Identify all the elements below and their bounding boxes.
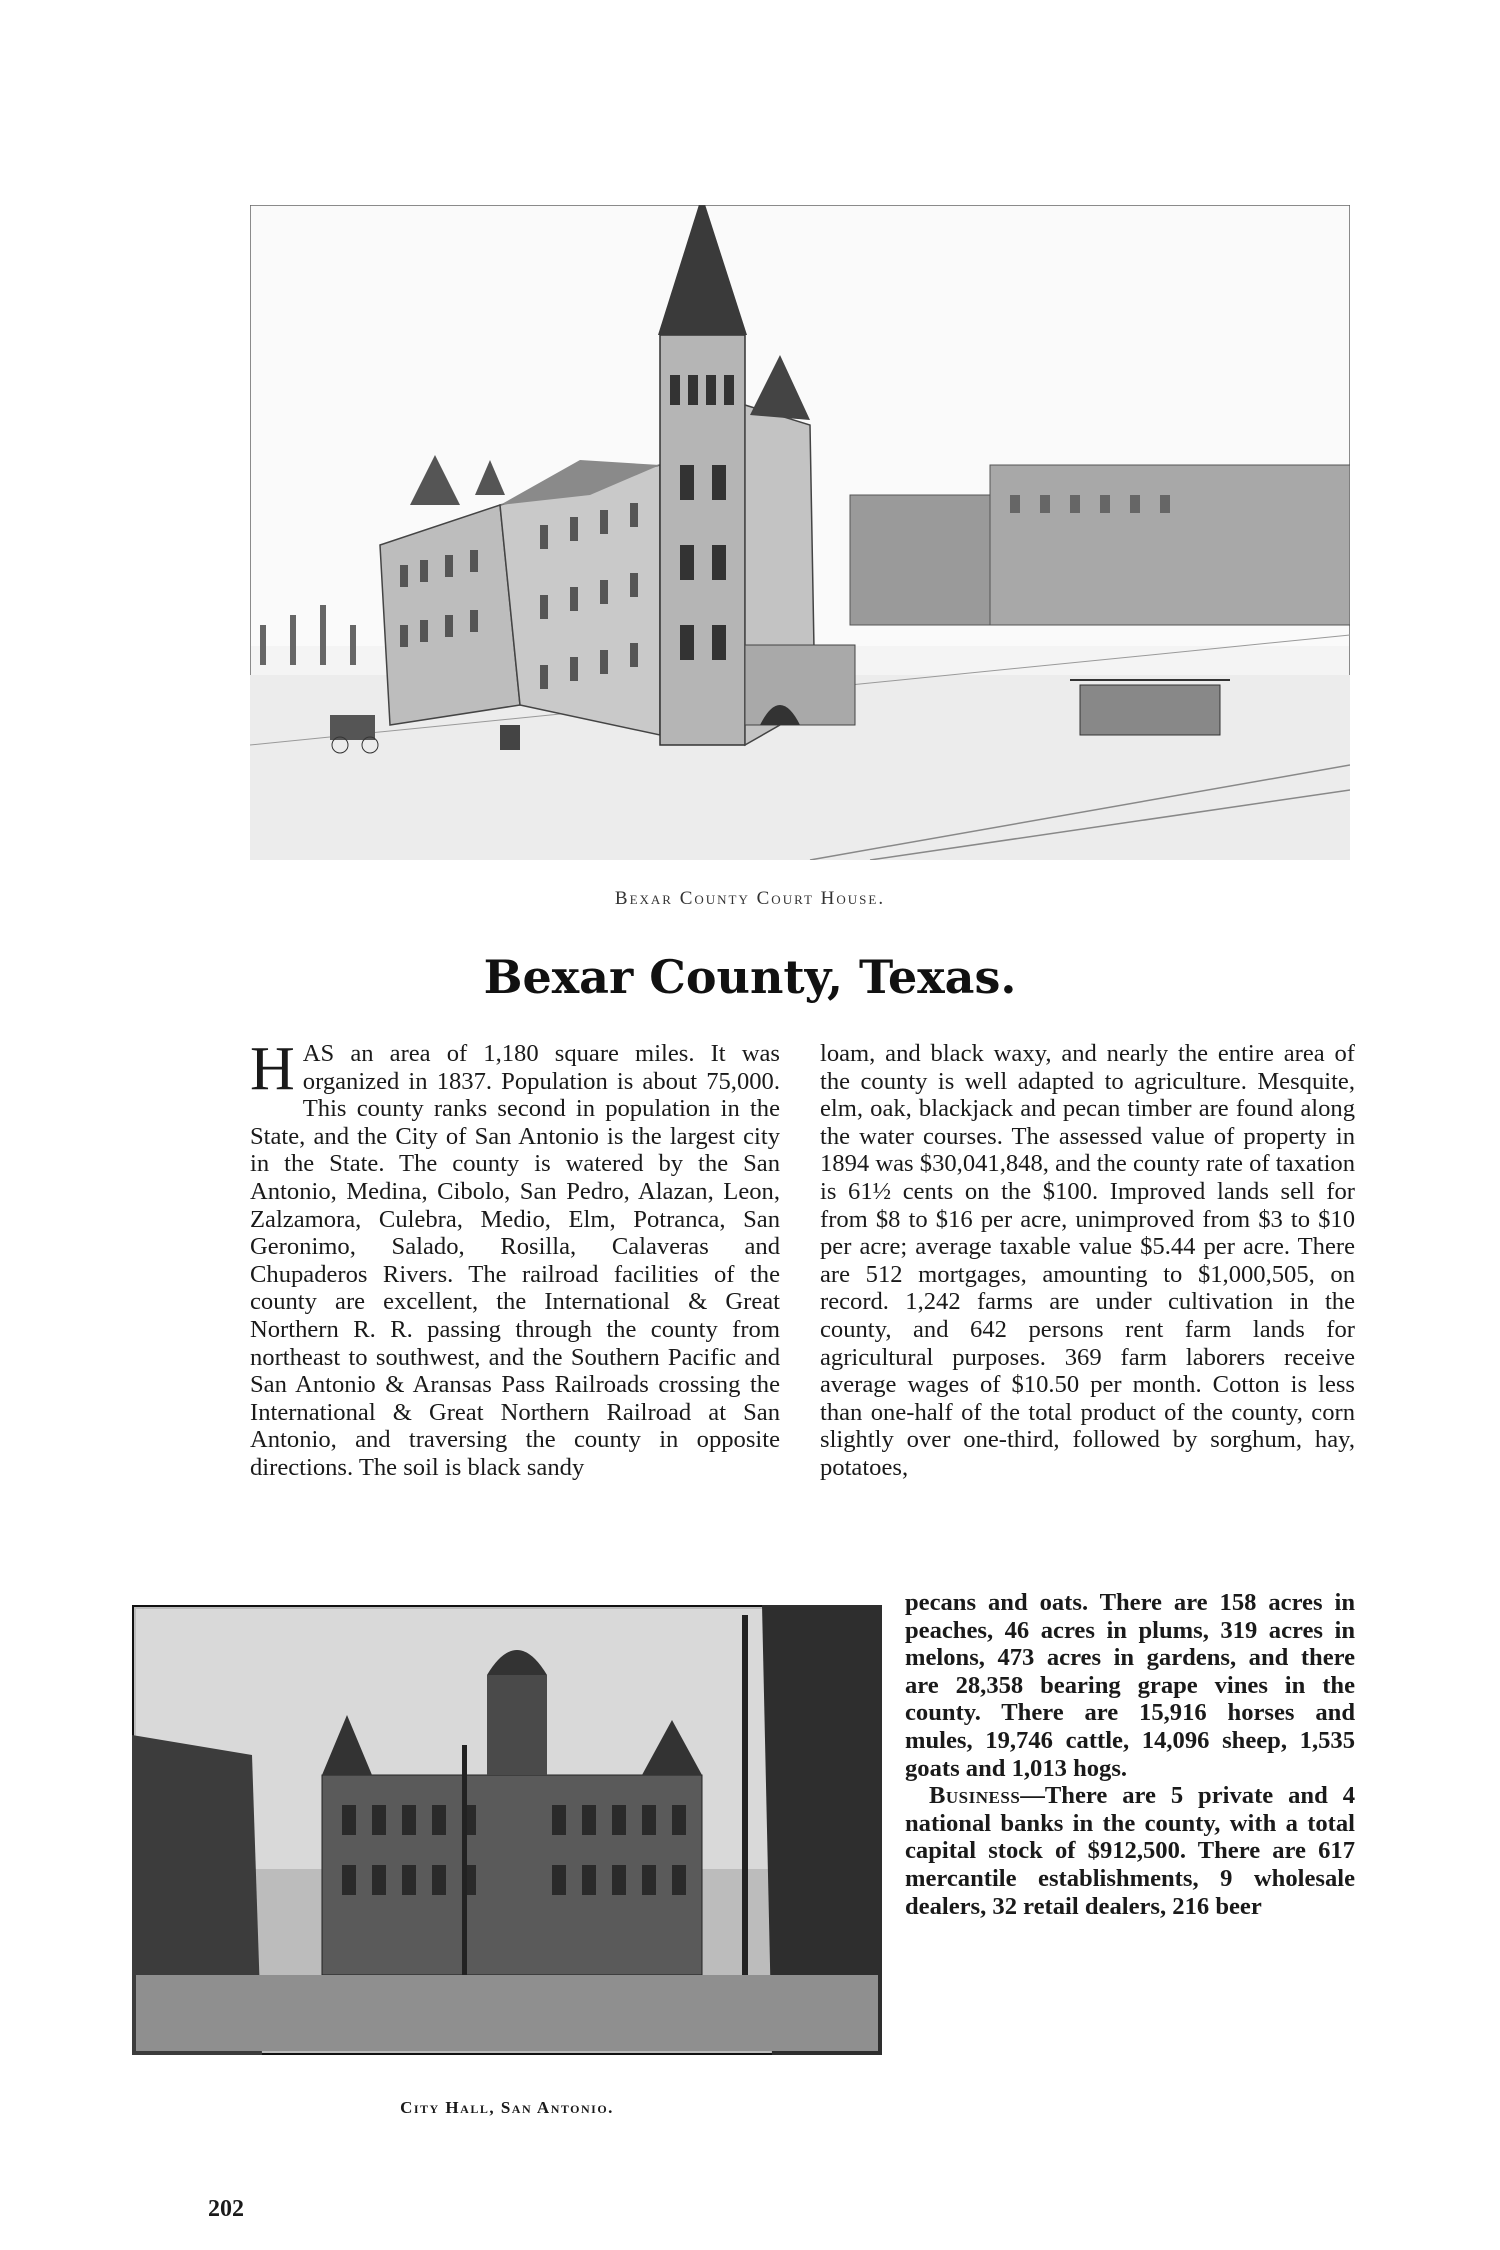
article-column-right bbox=[820, 1040, 1355, 1482]
article-title: Bexar County, Texas. bbox=[483, 950, 1017, 1004]
court-house-illustration bbox=[250, 205, 1350, 860]
article-text-right: loam, and black waxy, and nearly the entire area of the county is well adapted to agriculture. Mesquite, elm, oak, blackjack and pecan timber are found along the water courses. The assessed value of property in 1894 was $30,041,848, and the county rate of taxation is 61½ cents on the $100. Improved lands sell for from $8 to $16 per acre, unimproved from $3 to $10 per acre; average taxable value $5.44 per acre. There are 512 mortgages, amounting to $1,000,505, on record. 1,242 farms are under cultivation in the county, and 642 persons rent farm lands for agricultural purposes. 369 farm laborers receive average wages of $10.50 per month. Cotton is less than one-half of the total product of the county, corn slightly over one-third, followed by sorghum, hay, potatoes, bbox=[820, 1040, 1355, 1481]
article-column-left bbox=[250, 1035, 780, 1482]
court-house-caption: Bexar County Court House. bbox=[614, 888, 886, 909]
article-column-right-lower bbox=[905, 1589, 1355, 1920]
article-text-right-lower: pecans and oats. There are 158 acres in peaches, 46 acres in plums, 319 acres in melons, 473 acres in gardens, and there are 28,358 bearing grape vines in the county. There are 15,916 horses and mules, 19,746 cattle, 14,096 sheep, 1,535 goats and 1,013 hogs. bbox=[905, 1589, 1355, 1782]
drop-cap: H bbox=[250, 1035, 295, 1103]
city-hall-caption: City Hall, San Antonio. bbox=[400, 2098, 614, 2117]
business-text: —There are 5 private and 4 national banks in the county, with a total capital stock of $912,500. There are 617 mercantile establishments, 9 wholesale dealers, 32 retail dealers, 216 beer bbox=[905, 1782, 1355, 1920]
business-heading: Business bbox=[929, 1782, 1021, 1810]
article-text-left: AS an area of 1,180 square miles. It was organized in 1837. Population is about 75,000. This county ranks second in population in the State, and the City of San Antonio is the largest city in the State. The county is watered by the San Antonio, Medina, Cibolo, San Pedro, Alazan, Leon, Zalzamora, Culebra, Medio, Elm, Potranca, San Geronimo, Salado, Rosilla, Calaveras and Chupaderos Rivers. The railroad facilities of the county are excellent, the International & Great Northern R. R. passing through the county from northeast to southwest, and the Southern Pacific and San Antonio & Aransas Pass Railroads crossing the International & Great Northern Railroad at San Antonio, and traversing the county in opposite directions. The soil is black sandy bbox=[250, 1040, 780, 1481]
city-hall-photo bbox=[132, 1605, 882, 2055]
page-number: 202 bbox=[208, 2196, 244, 2222]
